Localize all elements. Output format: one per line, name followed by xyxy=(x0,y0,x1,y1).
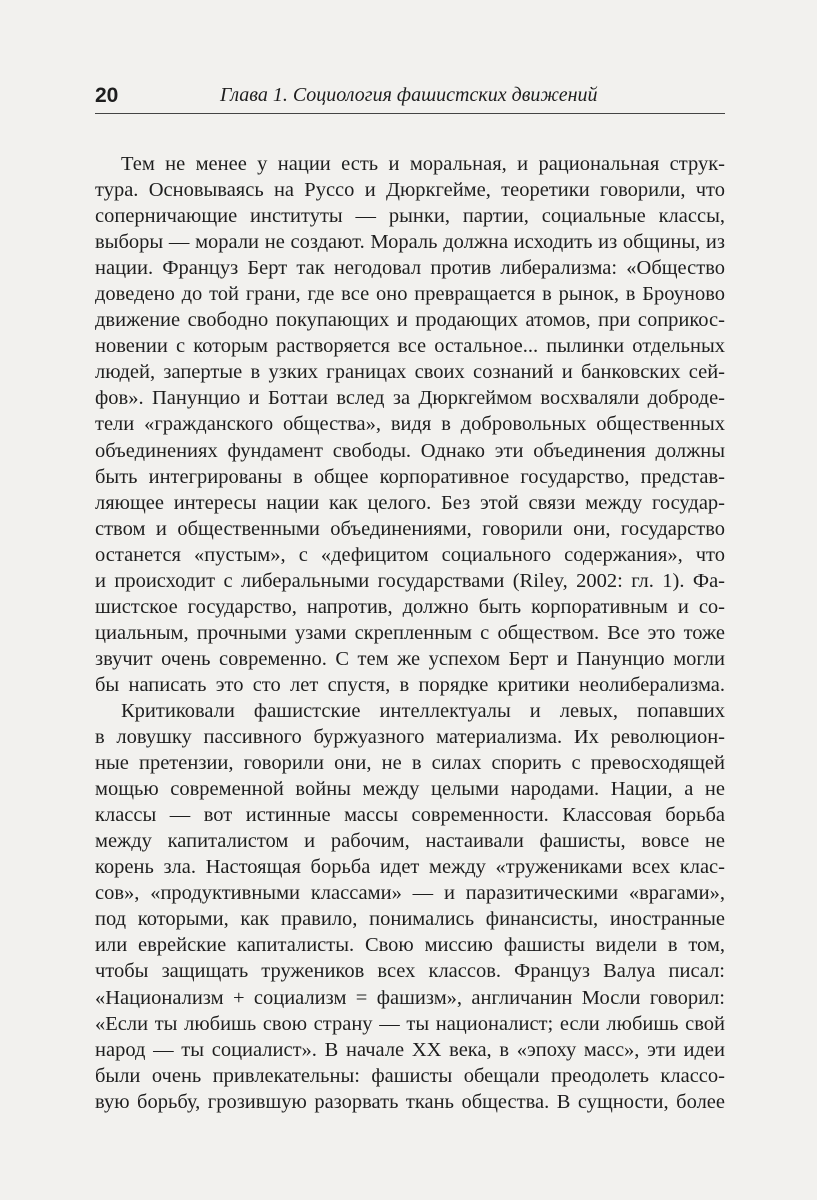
text-line: соперничающие институты — рынки, партии, социальные классы, xyxy=(95,205,725,228)
text-line: тура. Основываясь на Руссо и Дюркгейме, теоретики говорили, что xyxy=(95,179,725,202)
text-line: доведено до той грани, где все оно превращается в рынок, в Броуново xyxy=(95,283,725,306)
text-line: вую борьбу, грозившую разорвать ткань общества. В сущности, более xyxy=(95,1090,725,1113)
text-line: нации. Француз Берт так негодовал против либерализма: «Общество xyxy=(95,257,725,280)
text-line: шистское государство, напротив, должно быть корпоративным и со- xyxy=(95,595,725,618)
header-rule xyxy=(95,113,725,114)
paragraph xyxy=(95,698,725,1115)
text-line: и происходит с либеральными государствами (Riley, 2002: гл. 1). Фа- xyxy=(95,569,725,592)
text-line: людей, запертые в узких границах своих сознаний и банковских сей- xyxy=(95,361,725,384)
text-line: между капиталистом и рабочим, настаивали фашисты, вовсе не xyxy=(95,830,725,853)
paragraph xyxy=(95,151,725,698)
text-line: «Если ты любишь свою страну — ты националист; если любишь свой xyxy=(95,1012,725,1035)
text-line: тели «гражданского общества», видя в добровольных общественных xyxy=(95,413,725,436)
text-line: мощью современной войны между целыми народами. Нации, а не xyxy=(95,778,725,801)
text-line: фов». Панунцио и Боттаи вслед за Дюркгеймом восхваляли доброде- xyxy=(95,387,725,410)
text-line: в ловушку пассивного буржуазного материализма. Их революцион- xyxy=(95,726,725,749)
text-line: или еврейские капиталисты. Свою миссию фашисты видели в том, xyxy=(95,934,725,957)
text-line: чтобы защищать тружеников всех классов. Француз Валуа писал: xyxy=(95,960,725,983)
text-line: народ — ты социалист». В начале XX века, в «эпоху масс», эти идеи xyxy=(95,1038,725,1061)
text-line: бы написать это сто лет спустя, в порядке критики неолиберализма. xyxy=(95,673,725,696)
text-line: звучит очень современно. С тем же успехом Берт и Панунцио могли xyxy=(95,647,725,670)
text-line: классы — вот истинные массы современности. Классовая борьба xyxy=(95,804,725,827)
text-line: Критиковали фашистские интеллектуалы и левых, попавших xyxy=(121,699,725,722)
text-line: «Национализм + социализм = фашизм», англичанин Мосли говорил: xyxy=(95,986,725,1009)
text-line: быть интегрированы в общее корпоративное государство, представ- xyxy=(95,465,725,488)
chapter-title: Глава 1. Социология фашистских движений xyxy=(220,84,598,106)
text-line: ством и общественными объединениями, говорили они, государство xyxy=(95,517,725,540)
text-line: объединениях фундамент свободы. Однако эти объединения должны xyxy=(95,439,725,462)
text-line: новении с которым растворяется все остальное... пылинки отдельных xyxy=(95,335,725,358)
text-line: корень зла. Настоящая борьба идет между «тружениками всех клас- xyxy=(95,856,725,879)
text-line: были очень привлекательны: фашисты обещали преодолеть классо- xyxy=(95,1064,725,1087)
text-line: движение свободно покупающих и продающих атомов, при соприкос- xyxy=(95,309,725,332)
text-line: сов», «продуктивными классами» — и паразитическими «врагами», xyxy=(95,882,725,905)
text-line: выборы — морали не создают. Мораль должна исходить из общины, из xyxy=(95,231,725,254)
text-line: циальным, прочными узами скрепленным с обществом. Все это тоже xyxy=(95,621,725,644)
text-line: останется «пустым», с «дефицитом социального содержания», что xyxy=(95,543,725,566)
page-number: 20 xyxy=(95,84,119,107)
body-text xyxy=(95,151,725,1115)
text-line: ные претензии, говорили они, не в силах спорить с превосходящей xyxy=(95,752,725,775)
text-line: под которыми, как правило, понимались финансисты, иностранные xyxy=(95,908,725,931)
running-header xyxy=(95,84,725,112)
text-line: ляющее интересы нации как целого. Без этой связи между государ- xyxy=(95,491,725,514)
text-line: Тем не менее у нации есть и моральная, и рациональная струк- xyxy=(121,153,725,175)
